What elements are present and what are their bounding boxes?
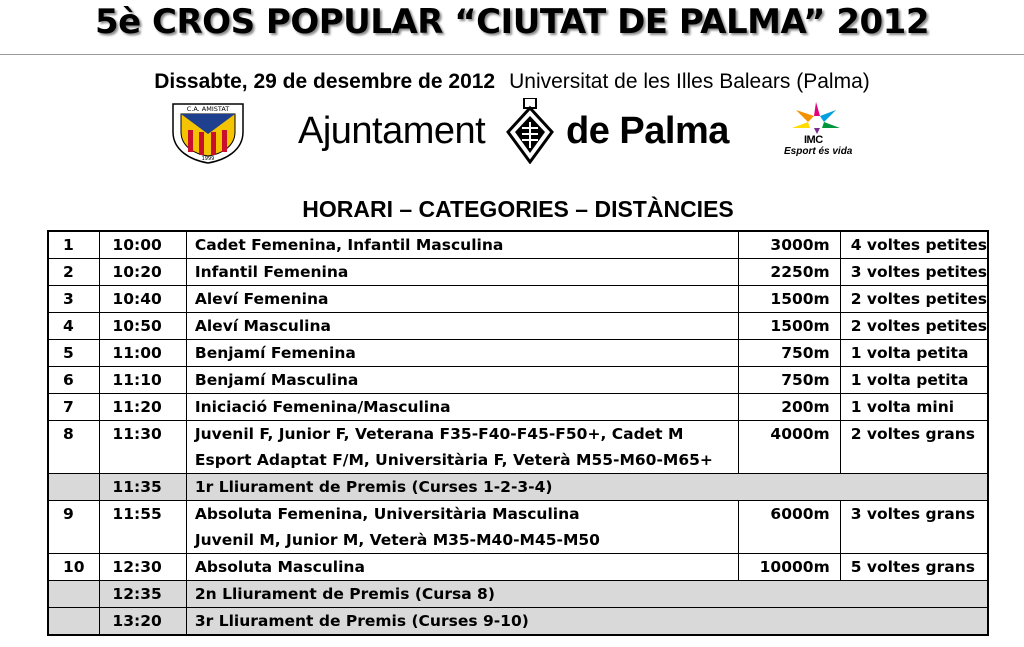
start-time: 10:20 [100,259,186,286]
event-title: 5è CROS POPULAR “CIUTAT DE PALMA” 2012 [95,2,929,42]
section-heading: HORARI – CATEGORIES – DISTÀNCIES [302,196,734,222]
category-line: Iniciació Femenina/Masculina [194,398,451,416]
race-row [48,421,988,474]
race-number [48,474,100,501]
race-distance: 750m [739,340,841,367]
race-laps: 1 volta petita [840,367,988,394]
race-number: 4 [48,313,100,340]
race-row [48,313,988,340]
race-distance: 750m [739,367,841,394]
race-laps: 2 voltes grans [840,421,988,474]
race-categories [186,340,738,367]
race-laps: 1 volta mini [840,394,988,421]
start-time: 10:40 [100,286,186,313]
category-line: Benjamí Masculina [194,371,359,389]
race-categories [186,313,738,340]
start-time: 11:20 [100,394,186,421]
title-divider [0,54,1024,55]
sports-slogan: Esport és vida [784,146,853,157]
start-time: 11:35 [100,474,186,501]
race-row [48,231,988,259]
start-time: 13:20 [100,608,186,636]
start-time: 12:35 [100,581,186,608]
race-number: 7 [48,394,100,421]
race-number: 2 [48,259,100,286]
award-ceremony-row [48,474,988,501]
club-amistat-logo [170,102,246,169]
category-line: Aleví Masculina [194,317,331,335]
imc-brand: IMC [804,134,823,146]
race-distance: 6000m [739,501,841,554]
race-row [48,554,988,581]
race-row [48,286,988,313]
race-number [48,581,100,608]
palma-coat-of-arms-icon [505,98,555,169]
category-line: Infantil Femenina [194,263,349,281]
award-ceremony-row [48,608,988,636]
race-laps: 2 voltes petites [840,286,988,313]
start-time: 11:55 [100,501,186,554]
race-categories [186,394,738,421]
race-categories [186,259,738,286]
category-line: Absoluta Masculina [194,558,365,576]
race-number: 8 [48,421,100,474]
award-ceremony-text: 2n Lliurament de Premis (Cursa 8) [186,581,988,608]
start-time: 11:10 [100,367,186,394]
event-date: Dissabte, 29 de desembre de 2012 [154,70,496,93]
race-row [48,340,988,367]
svg-text:1999: 1999 [201,156,215,162]
race-categories [186,501,738,554]
svg-text:C.A. AMISTAT: C.A. AMISTAT [186,105,230,113]
race-categories [186,286,738,313]
race-distance: 4000m [739,421,841,474]
imd-sports-logo [784,100,854,170]
category-line: Cadet Femenina, Infantil Masculina [194,236,504,254]
race-distance: 3000m [739,231,841,259]
category-line: Aleví Femenina [194,290,329,308]
race-row [48,259,988,286]
club-shield-icon [170,102,246,164]
race-row [48,394,988,421]
start-time: 10:00 [100,231,186,259]
race-number: 5 [48,340,100,367]
race-number: 10 [48,554,100,581]
race-distance: 200m [739,394,841,421]
race-row [48,501,988,554]
race-laps: 1 volta petita [840,340,988,367]
race-categories [186,367,738,394]
race-categories [186,231,738,259]
race-distance: 1500m [739,313,841,340]
race-categories [186,554,738,581]
race-laps: 5 voltes grans [840,554,988,581]
race-laps: 3 voltes grans [840,501,988,554]
category-line: Absoluta Femenina, Universitària Masculina [194,505,580,523]
category-line: Esport Adaptat F/M, Universitària F, Veterà M55-M60-M65+ [194,451,713,469]
race-laps: 4 voltes petites [840,231,988,259]
start-time: 11:30 [100,421,186,474]
category-line: Juvenil F, Junior F, Veterana F35-F40-F45-F50+, Cadet M [194,425,684,443]
start-time: 10:50 [100,313,186,340]
race-distance: 1500m [739,286,841,313]
category-line: Benjamí Femenina [194,344,356,362]
start-time: 12:30 [100,554,186,581]
race-laps: 2 voltes petites [840,313,988,340]
race-number: 9 [48,501,100,554]
race-row [48,367,988,394]
award-ceremony-row [48,581,988,608]
start-time: 11:00 [100,340,186,367]
race-laps: 3 voltes petites [840,259,988,286]
race-number: 3 [48,286,100,313]
event-subtitle [0,70,1024,94]
race-distance: 2250m [739,259,841,286]
award-ceremony-text: 1r Lliurament de Premis (Curses 1-2-3-4) [186,474,988,501]
ajuntament-word: Ajuntament [298,110,486,152]
race-number: 6 [48,367,100,394]
de-palma-word: de Palma [566,110,729,152]
schedule-table [47,230,989,636]
award-ceremony-text: 3r Lliurament de Premis (Curses 9-10) [186,608,988,636]
race-number [48,608,100,636]
race-distance: 10000m [739,554,841,581]
category-line: Juvenil M, Junior M, Veterà M35-M40-M45-M50 [194,531,600,549]
event-venue: Universitat de les Illes Balears (Palma) [509,70,870,93]
race-number: 1 [48,231,100,259]
race-categories [186,421,738,474]
